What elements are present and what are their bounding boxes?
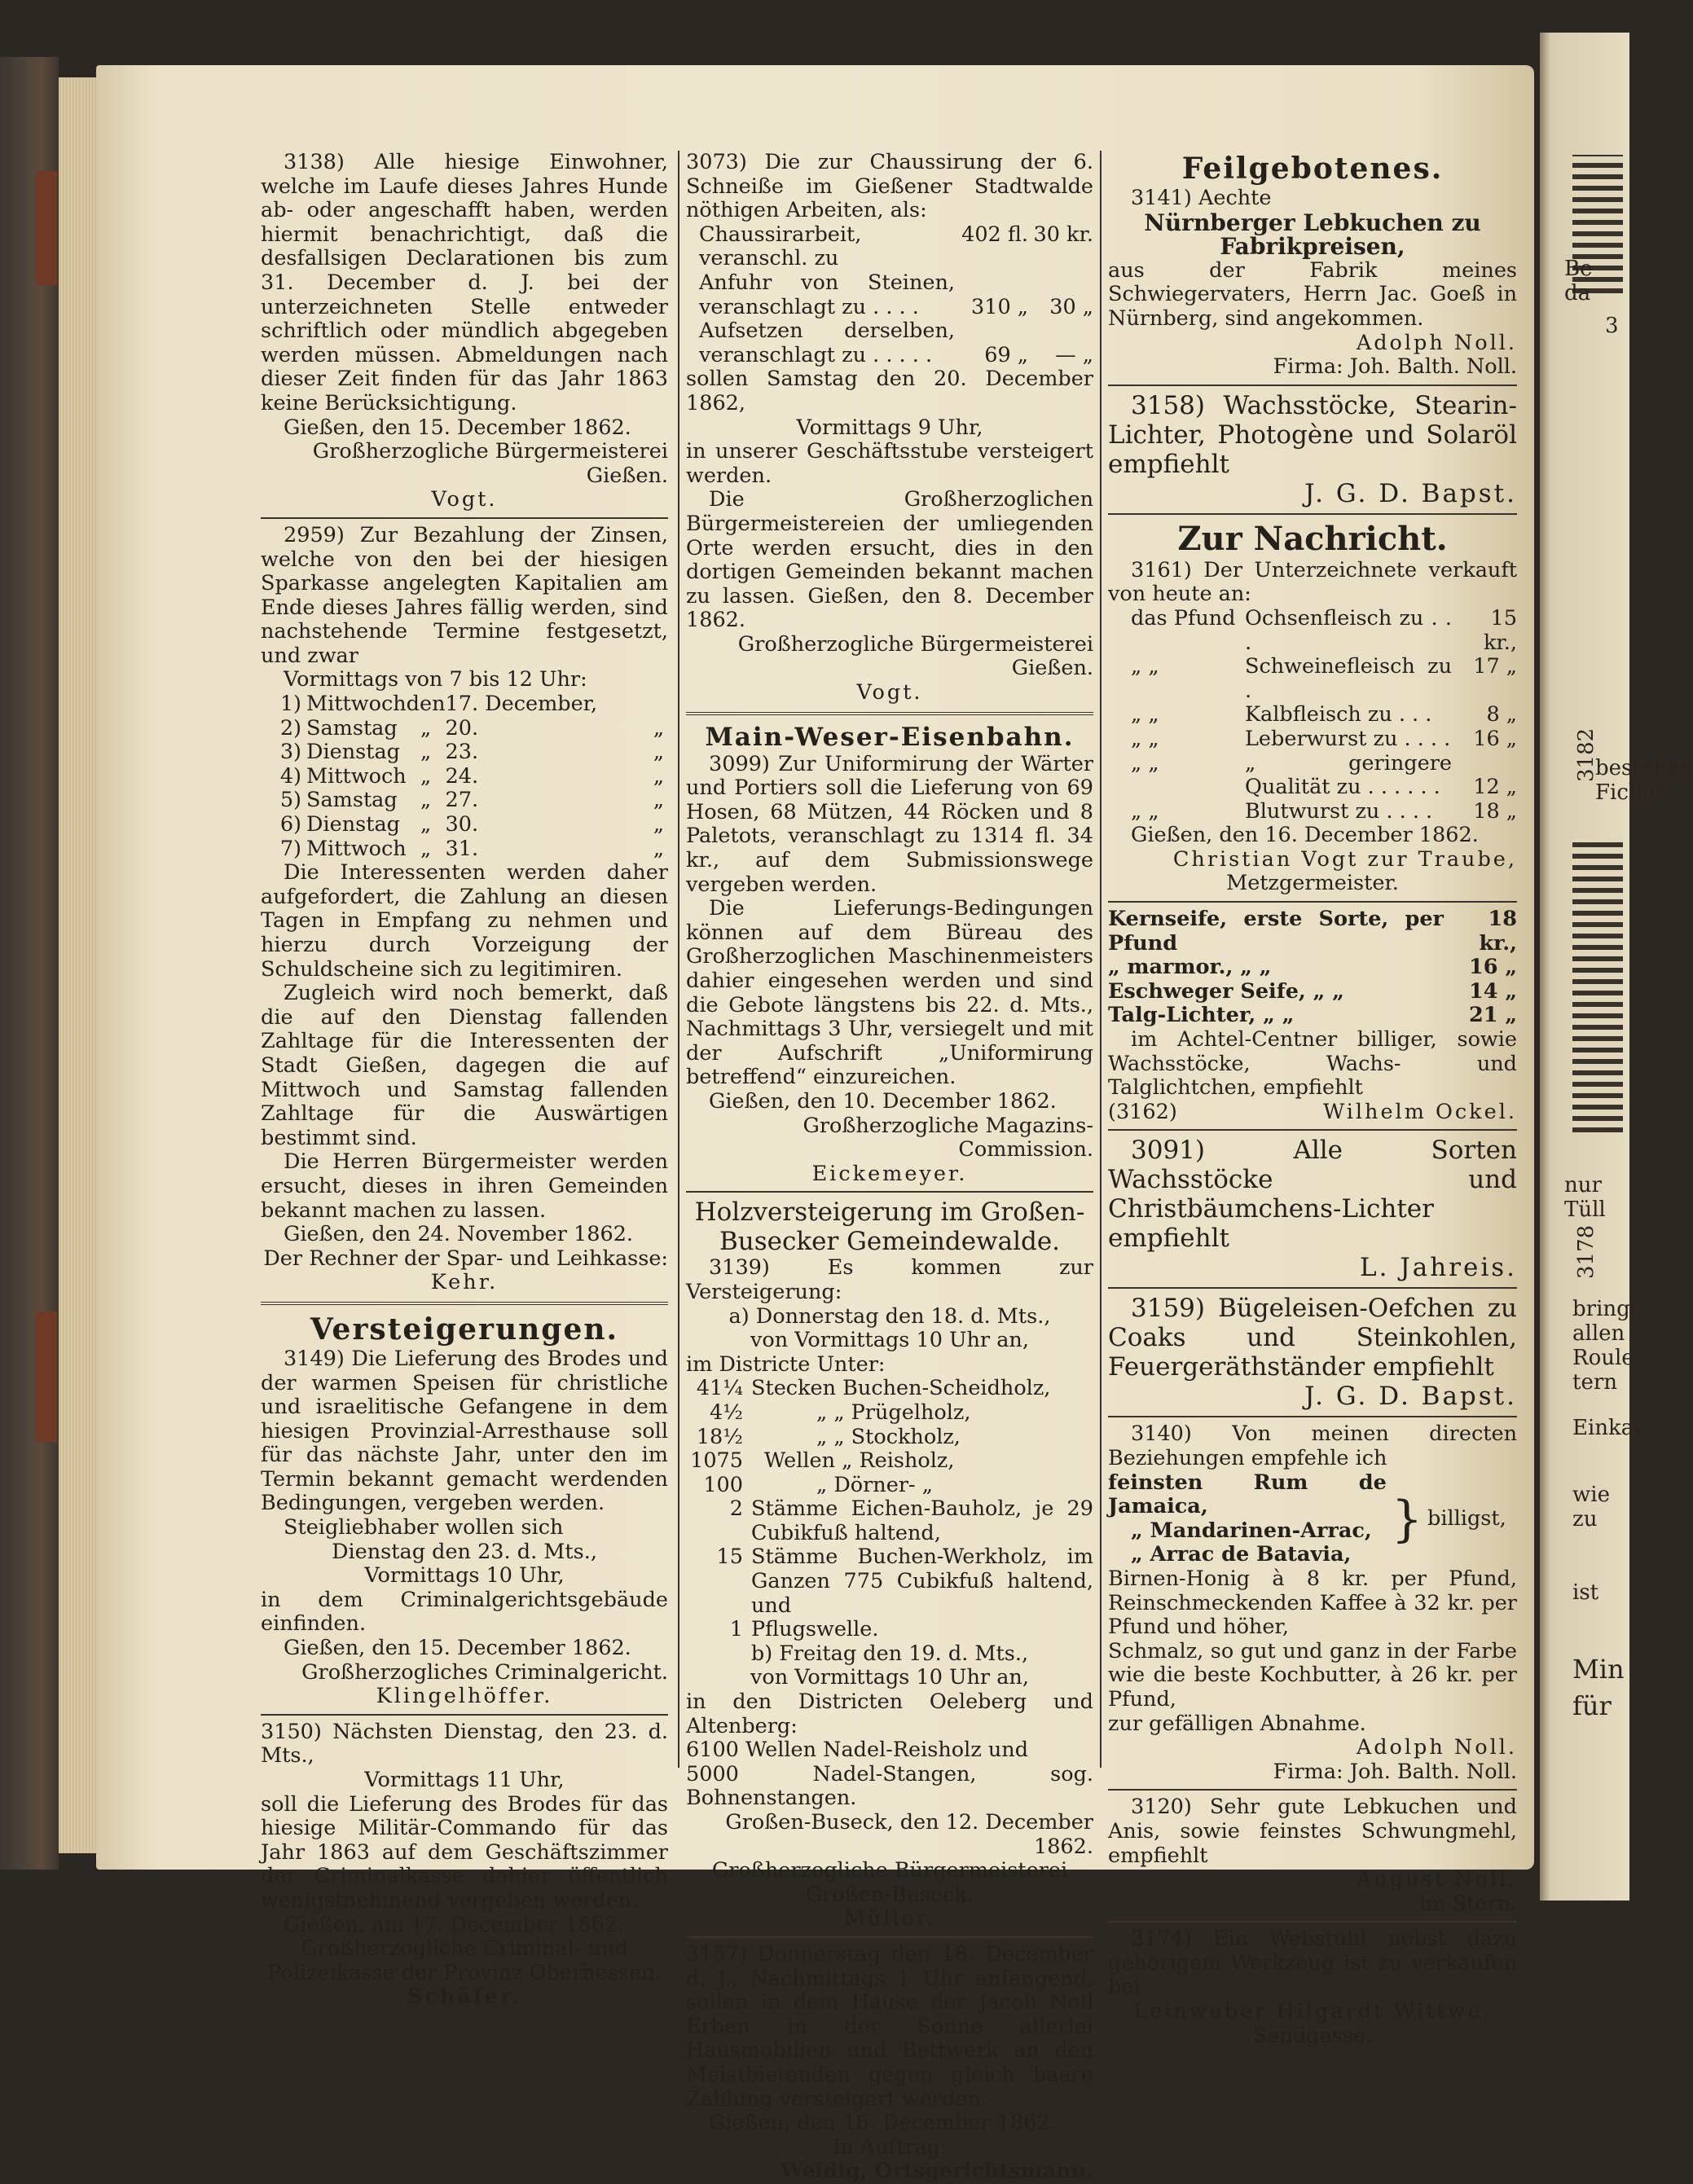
ad-line: a) Donnerstag den 18. d. Mts., [728,1303,1051,1329]
price-val: 12 „ [1473,775,1517,800]
ad-3120 [1108,1795,1517,1916]
ad-3091 [1108,1136,1517,1282]
ad-line: 3141) Aechte [1131,186,1272,210]
term-end: „ [653,715,665,740]
ad-line: b) Freitag den 19. d. Mts., [750,1641,1029,1666]
term-num: 5) [279,788,301,813]
wood-qty: 15 [716,1545,743,1570]
ad-line: 6100 Wellen Nadel-Reisholz und [686,1738,1029,1763]
ad-hours: Vormittags von 7 bis 12 Uhr: [284,667,587,692]
ad-3140 [1108,1422,1517,1784]
cost-fl: 402 fl. [961,222,1028,247]
divider [261,517,668,519]
divider [261,1714,668,1716]
ad-3161 [1108,559,1517,896]
price-item: Kalbfleisch zu . . . [1245,702,1432,727]
price-item: Kernseife, erste Sorte, per Pfund [1108,907,1444,956]
ad-signature: Leinweber Hilgardt Wittwe, [1133,1999,1492,2024]
cost-kr: 30 „ [1049,294,1093,319]
price-row [1108,727,1517,752]
ad-3139 [686,1256,1093,1931]
fragment: Fichus [1595,780,1667,805]
price-item: Leberwurst zu . . . . [1245,726,1451,751]
ad-line: von Vormittags 10 Uhr an, [750,1665,1029,1690]
price-item: Eschweger Seife, „ „ [1108,978,1344,1004]
term-num: 4) [279,763,301,789]
ad-firma: Firma: Joh. Balth. Noll. [1273,1759,1517,1784]
price-val: 15 kr., [1483,605,1517,655]
ad-body: 3157) Donnerstag den 18. December d. J., Nachmittags 1 Uhr anfangend, sollen in dem Hause der Jacob Noll Erben in der Sonne allerlei Hausmobilien und Bettwerk an den Meistbietenden gegen gleich baare Zahlung versteigert werden. [686,1941,1093,2111]
ad-authority: Großherzogliche Bürgermeisterei Gießen. [312,439,668,488]
term-date: 17. December, [445,692,598,717]
ad-2959 [261,524,668,1295]
price-row [1108,752,1517,800]
term-date: 31. [445,836,479,861]
price-item: Blutwurst zu . . . . [1245,798,1433,824]
price-row [1108,907,1517,956]
divider [1108,513,1517,515]
ad-signature: L. Jahreis. [1359,1253,1517,1283]
term-day: Mittwoch [306,763,407,789]
ad-authority: Großherzogliches Criminalgericht. [301,1659,668,1685]
ad-line: Vormittags 9 Uhr, [796,415,983,440]
ad-date: Gießen, am 17. December 1862. [284,1912,625,1937]
ad-signature: Vogt. [431,487,498,512]
spine-band [36,1312,57,1442]
term-end [653,692,668,717]
wood-type: „ „ Prügelholz, [816,1400,971,1425]
section-header-feilgebotenes: Feilgebotenes. [1181,152,1444,186]
book-spine [0,57,59,1870]
divider [1108,1416,1517,1417]
price-row [1108,655,1517,703]
term-row [261,692,668,717]
ad-line: In Auftrag: [832,2134,948,2160]
ad-signature: Sandgasse. [1252,2023,1373,2048]
price-row [1108,800,1517,824]
rum-list [1108,1471,1517,1567]
section-header-nachricht: Zur Nachricht. [1177,519,1448,558]
term-day: Samstag [306,715,398,740]
section-header-versteigerungen: Versteigerungen. [310,1312,619,1347]
ad-line: sollen Samstag den 20. December 1862, [686,367,1093,415]
price-val: 16 „ [1473,726,1517,751]
cost-kr: — „ [1055,342,1093,367]
price-pre: „ „ [1131,702,1159,727]
divider [1108,1789,1517,1791]
ad-line: Birnen-Honig à 8 kr. per Pfund, Reinschmeckenden Kaffee à 32 kr. per Pfund und höher, [1108,1566,1517,1640]
wood-row [686,1618,1093,1642]
ad-footer [1108,1101,1517,1125]
term-num: 3) [279,740,301,765]
ad-date: Großen-Buseck, den 12. December 1862. [725,1810,1093,1859]
wood-row [686,1426,1093,1450]
side-number: 3182 [1574,727,1598,782]
term-date: 20. [445,715,479,740]
ad-body: 3099) Zur Uniformirung der Wärter und Portiers soll die Lieferung von 69 Hosen, 68 Mützen, 44 Röcken und 8 Paletots, veranschlagt zu 1314 fl. 34 kr., auf dem Submissionswege vergeben werden. [686,751,1093,897]
ad-signature: Christian Vogt zur Traube, [1172,846,1517,872]
wood-qty: 100 [703,1472,743,1497]
ad-body: 3149) Die Lieferung des Brodes und der warmen Speisen für christliche und israelitische Gefangene in dem hiesigen Provinzial-Arresthause soll für das nächste Jahr, unter den im Termin bekannt gemacht werdenden Bedingungen, vergeben werden. [261,1346,668,1516]
column-3 [1108,151,1517,2048]
term-date: 24. [445,763,479,789]
ad-date: Gießen, den 15. December 1862. [284,1636,631,1661]
wood-qty: 1 [729,1617,743,1642]
soap-prices [1108,907,1517,1028]
divider [686,712,1093,715]
ad-body: 3159) Bügeleisen-Oefchen zu Coaks und Steinkohlen, Feuergeräthständer empfiehlt [1108,1294,1517,1382]
price-item: Ochsenfleisch zu . . . [1245,605,1452,655]
ad-authority: Großherzogliche Magazins-Commission. [803,1113,1093,1162]
ad-paragraph: Die Herren Bürgermeister werden ersucht, dieses in ihren Gemeinden bekannt machen zu lassen. [261,1149,668,1223]
ad-signature: Weidig, Ortsgerichtsmann. [780,2159,1093,2184]
fragment: ist [1572,1580,1599,1605]
ad-signature: Wilhelm Ockel. [1322,1099,1517,1124]
divider [686,1191,1093,1193]
price-item: „ geringere Qualität zu . . . . . . [1245,750,1452,800]
wood-qty: 41¼ [696,1376,743,1401]
ad-authority: Großherzogliche Criminal- und Polizeikasse der Provinz Oberhessen. [267,1936,662,1985]
meat-prices [1108,607,1517,824]
price-val: 21 „ [1468,1003,1517,1028]
wood-type: Stecken Buchen-Scheidholz, [751,1376,1051,1401]
ad-line: 3139) Es kommen zur Versteigerung: [686,1255,1093,1304]
price-pre: „ „ [1131,798,1159,824]
cost-label: Anfuhr von Steinen, veranschlagt zu . . . . [699,270,955,319]
price-item: Schweinefleisch zu . [1245,654,1452,703]
divider [1108,1921,1517,1923]
section-header-eisenbahn: Main-Weser-Eisenbahn. [705,722,1075,752]
wood-row [686,1497,1093,1545]
ad-3141 [1108,187,1517,380]
ad-date: Gießen, den 10. December 1862. [709,1088,1057,1114]
fragment: allen [1572,1321,1625,1346]
term-num: 1) [279,692,301,717]
ad-line: Dienstag den 23. d. Mts., [332,1539,597,1564]
ad-signature: J. G. D. Bapst. [1304,1382,1517,1412]
ad-line: Vormittags 11 Uhr, [364,1768,565,1792]
ad-signature: Vogt. [856,680,923,705]
price-val: 14 „ [1468,978,1517,1004]
term-day: Dienstag [306,740,400,765]
cost-row [686,271,1093,319]
wood-type: Wellen „ Reisholz, [764,1448,955,1474]
ad-3150 [261,1720,668,2010]
term-num: 6) [279,812,301,837]
ad-paragraph: Zugleich wird noch bemerkt, daß die auf den Dienstag fallenden Zahltage für die Interessenten der Stadt Gießen, dagegen die auf Mittwoch und Samstag fallenden Zahltage für die Auswärtigen bestimmt sind. [261,981,668,1150]
ad-signature: Adolph Noll. [1356,330,1517,355]
ad-line: in unserer Geschäftsstube versteigert werden. [686,439,1093,488]
price-item: Talg-Lichter, „ „ [1108,1003,1295,1028]
price-val: 18 kr., [1479,907,1517,956]
wood-row [686,1474,1093,1498]
ad-line: von Vormittags 10 Uhr an, [750,1328,1029,1353]
fragment: zu [1572,1507,1598,1531]
fragment: Tüll [1564,1197,1606,1222]
ad-paragraph: Die Großherzoglichen Bürgermeistereien der umliegenden Orte werden ersucht, dies in den dortigen Gemeinden bekannt machen zu lassen. Gießen, den 8. December 1862. [686,487,1093,633]
price-row [1108,607,1517,655]
term-row [261,837,668,862]
term-ditto: „ [420,763,432,789]
ad-headline: Nürnberger Lebkuchen zu Fabrikpreisen, [1144,209,1481,261]
price-pre: „ „ [1131,750,1159,776]
term-row [261,740,668,765]
divider [1108,901,1517,903]
ad-line: 3140) Von meinen directen Beziehungen empfehle ich [1108,1422,1517,1470]
price-row [1108,1004,1517,1028]
ad-3073 [686,151,1093,705]
rum-items [1108,1471,1387,1567]
term-end: „ [653,740,665,765]
term-date: 23. [445,740,479,765]
ad-body: 3091) Alle Sorten Wachsstöcke und Christbäumchens-Lichter empfiehlt [1108,1136,1517,1254]
ad-signature: Eickemeyer. [811,1161,968,1186]
ad-line: in dem Criminalgerichtsgebäude einfinden. [261,1587,668,1637]
cost-fl: 69 „ [984,342,1028,367]
ad-firma: Firma: Joh. Balth. Noll. [1273,354,1517,380]
ad-authority: Großherzogliche Bürgermeisterei Gießen. [737,631,1093,681]
ad-date: Gießen, den 16. December 1862. [1131,823,1479,848]
ad-authority: Großherzogliche Bürgermeisterei Großen-Buseck. [711,1858,1068,1907]
term-end: „ [653,763,665,789]
ad-authority: Der Rechner der Spar- und Leihkasse: [263,1246,668,1271]
ad-number: (3162) [1108,1099,1177,1124]
ad-body: aus der Fabrik meines Schwiegervaters, Herrn Jac. Goeß in Nürnberg, sind angekommen. [1108,257,1517,331]
ad-line: Schmalz, so gut und ganz in der Farbe wie die beste Kochbutter, à 26 kr. per Pfund, [1108,1638,1517,1712]
cost-table [686,223,1093,368]
rum-item: „ Mandarinen-Arrac, [1131,1518,1372,1543]
fragment: Min [1572,1654,1625,1685]
ad-signature: Adolph Noll. [1356,1735,1517,1760]
wood-qty: 2 [729,1496,743,1522]
payment-terms [261,692,668,861]
fragment: wie [1572,1483,1610,1507]
ad-signature: Schäfer. [407,1984,522,2010]
ad-paragraph: Die Lieferungs-Bedingungen können auf dem Büreau des Großherzoglichen Maschinenmeisters dahier eingesehen werden und sind die Gebote längstens bis 22. d. Mts., Nachmittags 3 Uhr, versiegelt und mit der Aufschrift „Uniformirung betreffend“ einzureichen. [686,896,1093,1090]
wood-qty: 1075 [690,1448,743,1474]
brace-icon: } [1391,1490,1423,1548]
cost-row [686,319,1093,367]
fragment: für [1572,1690,1612,1721]
wood-qty: 4½ [710,1400,743,1425]
wood-row [686,1449,1093,1474]
term-ditto: „ [420,788,432,813]
fragment: da [1564,281,1591,305]
price-pre: „ „ [1131,654,1159,679]
fragment: Roule [1572,1346,1634,1370]
fragment: Be [1564,257,1593,281]
ad-date: Gießen, den 15. December 1862. [284,415,631,440]
wood-row [686,1401,1093,1426]
ad-signature: Kehr. [430,1270,499,1295]
price-val: 17 „ [1473,654,1517,679]
term-day: Mittwoch [306,692,407,717]
cost-label: Aufsetzen derselben, veranschlagt zu . . . . . [699,319,955,367]
ad-3099 [686,753,1093,1187]
fragment: tern [1572,1370,1618,1395]
term-num: 2) [279,715,301,740]
side-number: 3178 [1574,1224,1598,1279]
term-end: „ [653,788,665,813]
price-row [1108,956,1517,980]
rum-item: „ Arrac de Batavia, [1131,1542,1352,1567]
term-ditto: „ [420,715,432,740]
term-ditto: „ [420,740,432,765]
ad-signature: im Stern. [1419,1891,1517,1916]
price-pre: das Pfund [1131,605,1236,631]
ad-body: 3174) Ein Webstuhl nebst dazu gehörigem Werkzeug ist zu verkaufen bei [1108,1927,1517,2000]
ad-line: 5000 Nadel-Stangen, sog. Bohnenstangen. [686,1761,1093,1811]
ad-signature: J. G. D. Bapst. [1304,478,1517,508]
price-val: 18 „ [1473,798,1517,824]
column-rule [678,151,679,1768]
ad-line: im Districte Unter: [686,1351,886,1377]
ad-3157 [686,1943,1093,2184]
ad-body: im Achtel-Centner billiger, sowie Wachsstöcke, Wachs- und Talglichtchen, empfiehlt [1108,1027,1517,1101]
wood-row [686,1545,1093,1618]
price-item: „ marmor., „ „ [1108,955,1272,980]
ad-body: 2959) Zur Bezahlung der Zinsen, welche von den bei der hiesigen Sparkasse angelegten Kapitalien am Ende dieses Jahres fällig werden, sind nachstehende Termine festgesetzt, und zwar [261,522,668,668]
term-day: Dienstag [306,812,400,837]
ad-body: 3138) Alle hiesige Einwohner, welche im Laufe dieses Jahres Hunde ab- oder angeschafft haben, werden hiermit benachrichtigt, daß die desfallsigen Declarationen bis zum 31. December d. J. bei der unterzeichneten Stelle entweder schriftlich oder mündlich abgegeben werden müssen. Abmeldungen nach dieser Zeit finden für das Jahr 1863 keine Berücksichtigung. [261,150,668,415]
term-end: „ [653,836,665,861]
term-end: „ [653,812,665,837]
fragment: Einkar [1572,1416,1644,1440]
section-header-holzversteigerung: Holzversteigerung im Großen-Busecker Gemeindewalde. [694,1197,1085,1257]
price-val: 16 „ [1468,955,1517,980]
term-row [261,813,668,837]
ad-line: Vormittags 10 Uhr, [364,1563,565,1589]
price-row [1108,703,1517,727]
wood-type: „ „ Stockholz, [816,1424,961,1449]
ad-3158 [1108,391,1517,508]
term-date: 30. [445,812,479,837]
fragment: nur [1564,1173,1602,1197]
cost-row [686,223,1093,271]
ad-line: 3150) Nächsten Dienstag, den 23. d. Mts., [261,1719,668,1769]
price-pre: „ „ [1131,726,1159,751]
wood-table [686,1377,1093,1642]
fragment: bringt [1572,1297,1639,1321]
cost-fl: 310 „ [971,294,1028,319]
fragment: bestehen [1595,756,1693,780]
ad-signature: Müller. [843,1906,936,1931]
ad-3159 [1108,1294,1517,1411]
ad-line: in den Districten Oeleberg und Altenberg: [686,1690,1093,1738]
term-day: Samstag [306,788,398,813]
term-ditto: den [406,692,446,717]
term-ditto: „ [420,812,432,837]
ad-3149 [261,1347,668,1709]
ad-date: Gießen, den 24. November 1862. [284,1222,634,1247]
ad-signature: August Noll, [1356,1867,1517,1892]
ad-body: soll die Lieferung des Brodes für das hiesige Militär-Commando für das Jahr 1863 auf dem Geschäftszimmer der Criminalkasse dahier öffentlich wenigstnehmend vergeben werden. [261,1791,668,1913]
spine-band [36,171,57,285]
wood-type: Pflugswelle. [751,1617,879,1642]
price-row [1108,980,1517,1004]
ad-3162 [1108,907,1517,1124]
term-date: 27. [445,788,479,813]
term-num: 7) [279,836,301,861]
cost-label: Chaussirarbeit, veranschl. zu [699,222,862,271]
ad-paragraph: Die Interessenten werden daher aufgefordert, die Zahlung an diesen Tagen in Empfang zu nehmen und hierzu durch Vorzeigung der Schuldscheine sich zu legitimiren. [261,860,668,982]
term-row [261,765,668,789]
divider [1108,1129,1517,1131]
cost-kr: 30 kr. [1033,222,1093,247]
rum-item: feinsten Rum de Jamaica, [1108,1470,1387,1519]
rum-price: billigst, [1427,1505,1506,1531]
wood-qty: 18½ [696,1424,743,1449]
ad-body: 3161) Der Unterzeichnete verkauft von heute an: [1108,557,1517,607]
ad-line: Steigliebhaber wollen sich [284,1515,564,1540]
divider [261,1302,668,1305]
term-row [261,717,668,741]
term-row [261,789,668,813]
next-page-edge [1540,33,1693,1901]
wood-row [686,1377,1093,1401]
ad-3174 [1108,1927,1517,2048]
ad-body: 3073) Die zur Chaussirung der 6. Schneiße im Gießener Stadtwalde nöthigen Arbeiten, als: [686,150,1093,223]
ornament [1572,839,1623,1132]
column-rule [1100,151,1102,1768]
term-ditto: „ [420,836,432,861]
ad-body: 3120) Sehr gute Lebkuchen und Anis, sowie feinstes Schwungmehl, empfiehlt [1108,1795,1517,1868]
wood-type: Stämme Buchen-Werkholz, im Ganzen 775 Cubikfuß haltend, und [751,1545,1093,1618]
term-day: Mittwoch [306,836,407,861]
divider [1108,1287,1517,1289]
divider [686,1936,1093,1938]
fragment: 3 [1605,314,1619,338]
divider [1108,385,1517,386]
ad-date: Gießen, den 16. December 1862. [709,2111,1057,2136]
column-2 [686,151,1093,2184]
column-1 [261,151,668,2010]
ad-3138 [261,151,668,512]
wood-type: Stämme Eichen-Bauholz, je 29 Cubikfuß haltend, [751,1496,1093,1545]
ad-signature: Klingelhöffer. [376,1684,553,1709]
ad-signature: Metzgermeister. [1226,871,1399,896]
ad-body: 3158) Wachsstöcke, Stearin-Lichter, Photogène und Solaröl empfiehlt [1108,390,1517,479]
wood-type: „ Dörner- „ [816,1472,933,1497]
ad-line: zur gefälligen Abnahme. [1108,1711,1366,1736]
price-val: 8 „ [1486,702,1517,727]
